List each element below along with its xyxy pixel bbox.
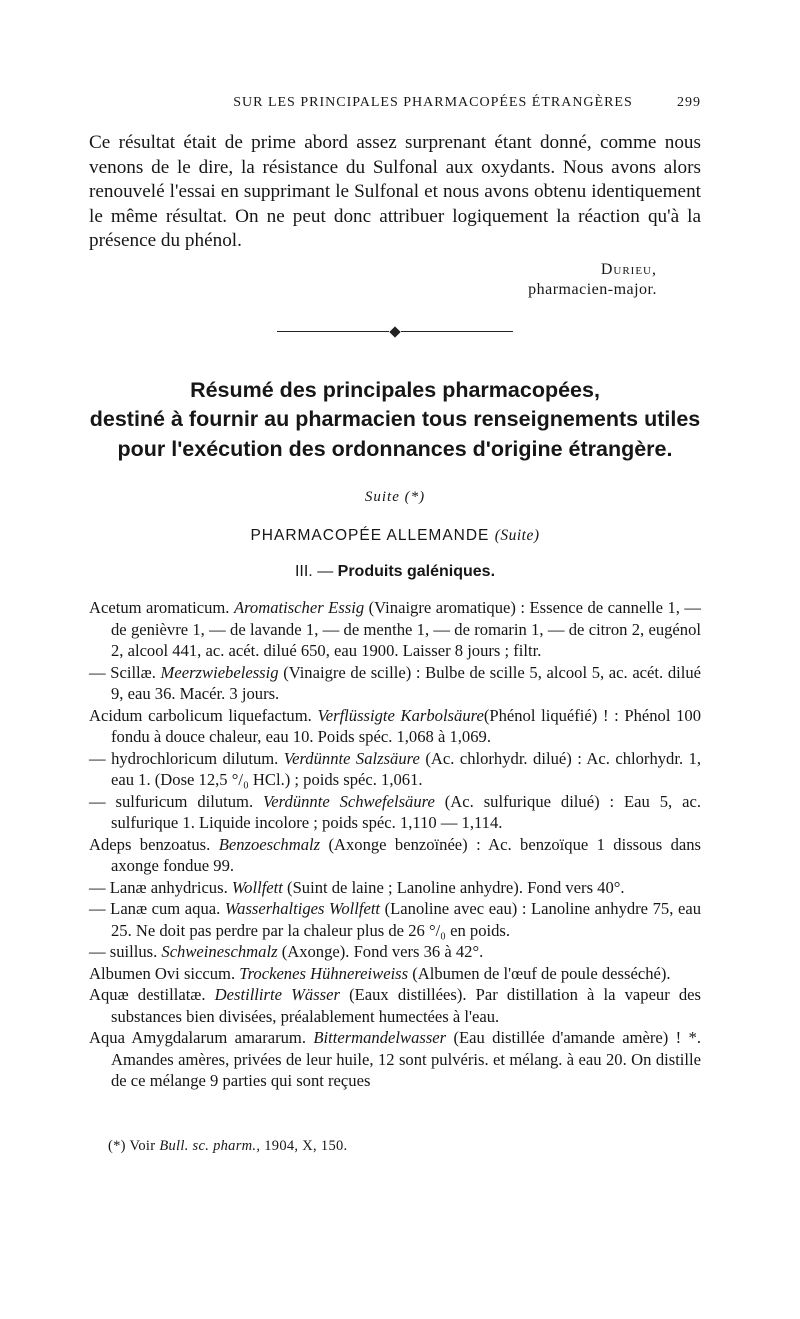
entry-german-name: Verdünnte Salzsäure [283, 748, 420, 768]
entry-description: (Vinaigre aromatique) : Essence de cannelle 1, — de genièvre 1, — de lavande 1, — de menthe 1, — de romarin 1, — de citron 2, eugénol 2, alcool 441, ac. acét. dilué 650, eau 1900. Laisser 8 jours ; filtr. [111, 598, 701, 661]
list-item [89, 791, 701, 834]
list-item [89, 941, 701, 963]
footnote-reference: 1904, X, 150. [264, 1138, 348, 1154]
entry-description: (Axonge benzoïnée) : Ac. benzoïque 1 dissous dans axonge fondue 99. [111, 834, 701, 876]
article-title [89, 376, 701, 465]
list-item [89, 1027, 701, 1092]
page-number: 299 [677, 95, 701, 110]
entry-german-name: Destillirte Wässer [214, 985, 340, 1005]
author-name: Durieu, [600, 260, 657, 278]
section-number: III. — [294, 563, 334, 581]
entry-description: (Eaux distillées). Par distillation à la vapeur des substances bien divisées, préalablement humectées à l'eau. [111, 985, 702, 1026]
entry-german-name: Benzoeschmalz [218, 834, 321, 854]
entry-description: (Suint de laine ; Lanoline anhydre). Fond vers 40°. [287, 877, 625, 897]
entry-german-name: Wasserhaltiges Wollfett [224, 899, 381, 919]
entry-description: (Eau distillée d'amande amère) ! *. Amandes amères, privées de leur huile, 12 sont pulvéris. et mélang. à eau 20. On distille de ce mélange 9 parties qui sont reçues [111, 1028, 701, 1091]
entry-german-name: Aromatischer Essig [233, 598, 365, 618]
entry-german-name: Bittermandelwasser [313, 1028, 447, 1048]
pharmacopoeia-suffix: (Suite) [494, 527, 540, 545]
entry-german-name: Trockenes Hühnereiweiss [239, 963, 409, 983]
entry-german-name: Meerzwiebelessig [160, 662, 279, 682]
section-title: Produits galéniques. [337, 563, 496, 581]
intro-paragraph: Ce résultat était de prime abord assez surprenant étant donné, comme nous venons de le dire, la résistance du Sulfonal aux oxydants. Nous avons alors renouvelé l'essai en supprimant le Sulfonal et nous avons obtenu identiquement le même résultat. On ne peut donc attribuer logiquement la réaction qu'à la présence du phénol. [89, 132, 701, 252]
signature-block [89, 260, 701, 300]
entry-term: — hydrochloricum dilutum. [89, 748, 279, 768]
entry-term: Albumen Ovi siccum. [89, 963, 236, 983]
footnote-prefix: (*) Voir [108, 1138, 156, 1154]
list-item [89, 597, 701, 662]
section-divider [89, 328, 701, 336]
entry-description: (Ac. sulfurique dilué) : Eau 5, ac. sulfurique 1. Liquide incolore ; poids spéc. 1,110 — 1,114. [111, 791, 701, 833]
footnote-journal: Bull. sc. pharm., [159, 1138, 261, 1154]
entry-description: (Phénol liquéfié) ! : Phénol 100 fondu à douce chaleur, eau 10. Poids spéc. 1,068 à 1,069. [111, 705, 702, 747]
list-item [89, 834, 701, 877]
entries-list [89, 597, 701, 1092]
entry-description: (Albumen de l'œuf de poule desséché). [412, 963, 671, 983]
entry-description: (Lanoline avec eau) : Lanoline anhydre 75, eau 25. Ne doit pas perdre par la chaleur plus de 26 °/₀ en poids. [111, 899, 701, 940]
article-title-line: pour l'exécution des ordonnances d'origine étrangère. [117, 436, 673, 461]
divider-line-right [401, 331, 513, 332]
entry-term: — Scillæ. [89, 662, 156, 682]
entry-german-name: Wollfett [231, 877, 283, 897]
list-item [89, 963, 701, 985]
divider-line-left [277, 331, 389, 332]
section-heading [89, 563, 701, 581]
entry-german-name: Schweineschmalz [161, 942, 278, 962]
entry-description: (Vinaigre de scille) : Bulbe de scille 5, alcool 5, ac. acét. dilué 9, eau 36. Macér. 3 jours. [111, 662, 701, 704]
entry-term: — sulfuricum dilutum. [89, 791, 254, 811]
pharmacopoeia-name: PHARMACOPÉE ALLEMANDE [250, 527, 490, 545]
entry-term: — Lanæ anhydricus. [89, 877, 228, 897]
list-item [89, 898, 701, 941]
pharmacopoeia-heading [89, 527, 701, 545]
entry-term: Aquæ destillatæ. [89, 985, 206, 1005]
article-title-line: Résumé des principales pharmacopées, [190, 377, 600, 402]
list-item [89, 984, 701, 1027]
entry-term: Acidum carbolicum liquefactum. [89, 705, 312, 725]
entry-term: Adeps benzoatus. [89, 834, 211, 854]
entry-description: (Axonge). Fond vers 36 à 42°. [281, 942, 484, 962]
list-item [89, 705, 701, 748]
list-item [89, 877, 701, 899]
list-item [89, 662, 701, 705]
entry-term: — suillus. [89, 942, 158, 962]
suite-note: Suite (*) [364, 489, 426, 506]
list-item [89, 748, 701, 791]
entry-term: — Lanæ cum aqua. [89, 899, 221, 919]
entry-german-name: Verdünnte Schwefelsäure [263, 791, 435, 811]
running-title: SUR LES PRINCIPALES PHARMACOPÉES ÉTRANGÈRES [233, 95, 633, 110]
footnote [108, 1138, 347, 1155]
diamond-ornament-icon [389, 326, 400, 337]
entry-german-name: Verflüssigte Karbolsäure [317, 705, 484, 725]
article-title-line: destiné à fournir au pharmacien tous renseignements utiles [89, 407, 701, 432]
entry-description: (Ac. chlorhydr. dilué) : Ac. chlorhydr. 1, eau 1. (Dose 12,5 °/₀ HCl.) ; poids spéc. 1,061. [111, 748, 702, 790]
entry-term: Acetum aromaticum. [89, 598, 230, 618]
entry-term: Aqua Amygdalarum amararum. [89, 1028, 306, 1048]
author-role: pharmacien-major. [528, 280, 657, 298]
running-header [89, 95, 701, 111]
